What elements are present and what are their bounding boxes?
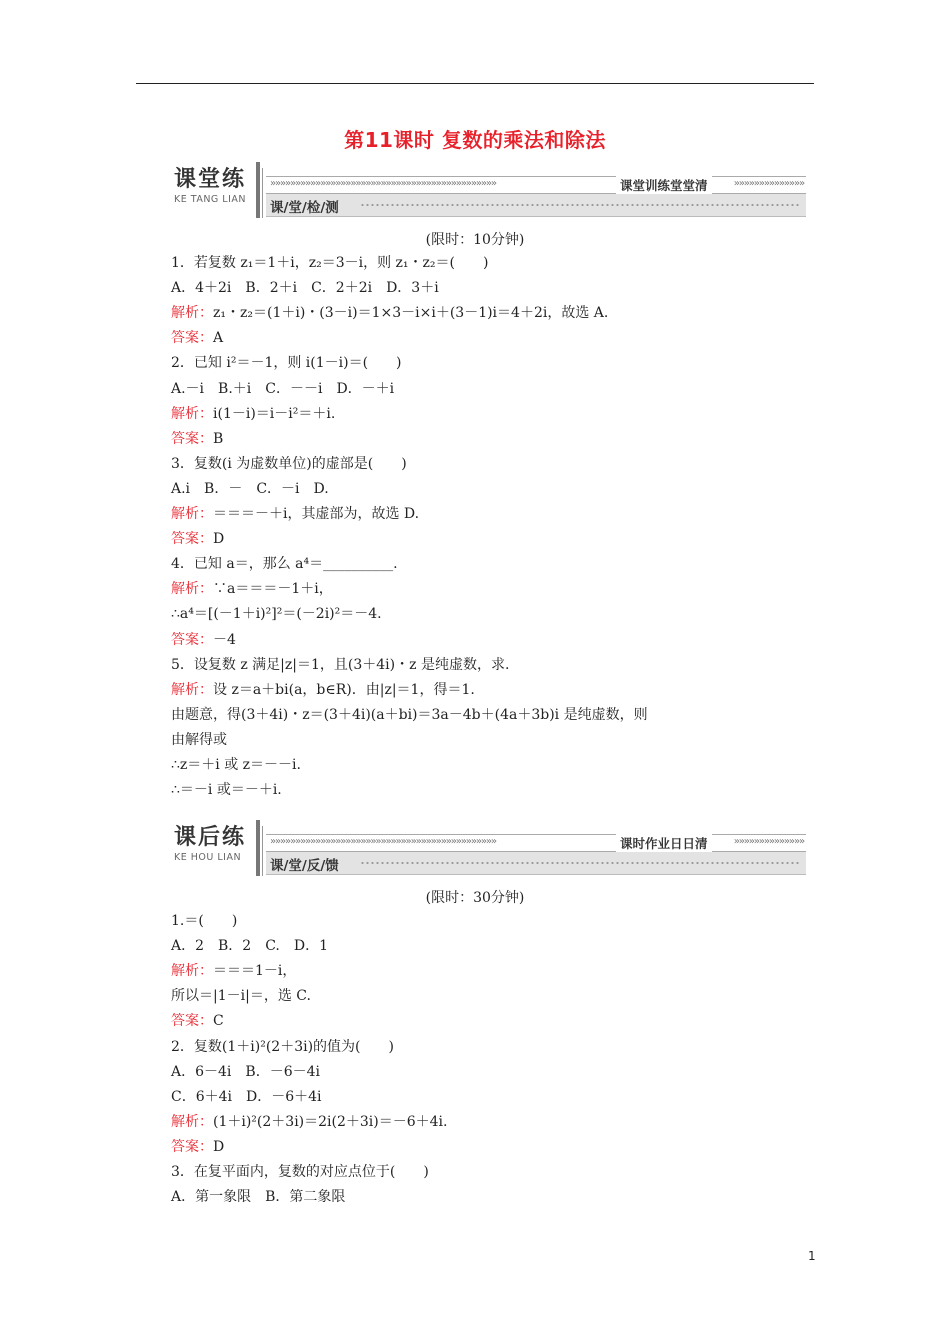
line-text: ∴＝－i 或＝－＋i. [171,782,282,799]
text-line [171,1088,322,1106]
answer-line [171,1012,224,1030]
banner-upper-strip [266,834,806,852]
line-text: 4．已知 a＝，那么 a⁴＝__________. [171,556,398,573]
line-text: 2．已知 i²＝－1，则 i(1－i)＝( ) [171,355,402,372]
text-line [171,1038,394,1056]
line-text: 1.＝( ) [171,913,238,929]
chevrons-right-icon: »»»»»»»»»»»»»» [733,836,804,847]
banner-logo: 课后练 [174,825,247,850]
solution-label: 解析： [171,581,213,598]
solution-label: 解析： [171,506,213,522]
text-line [171,987,311,1005]
line-text: D [213,1138,225,1155]
text-line [171,912,237,930]
answer-label: 答案： [171,1013,213,1030]
line-text: C [213,1013,224,1030]
banner-divider-thin [262,826,263,876]
text-line [171,279,439,297]
line-text: 由解得或 [171,731,227,748]
section-banner-homework [170,820,806,878]
line-text: 设 z＝a＋bi(a，b∈R)．由|z|＝1，得＝1. [213,681,475,698]
chevrons-right-icon: »»»»»»»»»»»»»» [733,178,804,189]
time-limit-1: (限时：10分钟) [425,232,525,248]
solution-line [171,405,335,423]
banner-tagline: 课时作业日日清 [616,834,712,852]
text-line [171,555,398,573]
line-text: ＝＝＝1－i， [213,963,297,980]
line-text: 由题意，得(3＋4i)・z＝(3＋4i)(a＋bi)＝3a－4b＋(4a＋3b)i 是纯虚数，则 [171,706,648,723]
solution-line [171,580,333,598]
solution-label: 解析： [171,405,213,422]
solution-line [171,505,419,523]
line-text: A [213,330,224,347]
section-banner-classroom [170,162,806,220]
text-line [171,656,509,674]
banner-subtitle: 课/堂/反/馈 [270,858,339,874]
text-line [171,354,402,372]
line-text: A．4＋2i B．2＋i C．2＋2i D．3＋i [171,280,439,297]
line-text: ＝＝＝－＋i，其虚部为，故选 D. [213,506,420,522]
line-text: ∴z＝＋i 或 z＝－－i. [171,757,301,773]
banner-logo: 课堂练 [174,167,247,192]
solution-line [171,681,475,699]
page-number: 1 [808,1249,816,1263]
text-line [171,1063,320,1081]
line-text: A.－i B.＋i C．－－i D．－＋i [171,380,395,397]
banner-pinyin: KE HOU LIAN [174,852,242,863]
line-text: 5．设复数 z 满足|z|＝1，且(3＋4i)・z 是纯虚数，求. [171,656,510,673]
text-line [171,455,407,473]
page-title: 第11课时 复数的乘法和除法 [344,128,606,152]
text-line [171,781,282,799]
banner-pinyin: KE TANG LIAN [174,194,247,205]
line-text: A.i B．－ C．－i D. [171,480,329,497]
answer-label: 答案： [171,330,213,347]
text-line [171,1163,429,1181]
banner-subtitle: 课/堂/检/测 [270,200,339,216]
answer-label: 答案： [171,1138,213,1155]
text-line [171,937,328,955]
solution-label: 解析： [171,305,213,322]
solution-label: 解析： [171,1113,213,1130]
line-text: 1．若复数 z₁＝1＋i，z₂＝3－i，则 z₁・z₂＝( ) [171,255,489,271]
banner-lower-strip [266,852,806,875]
answer-label: 答案： [171,631,213,648]
line-text: i(1－i)＝i－i²＝＋i. [213,405,336,422]
answer-line [171,430,223,448]
line-text: －4 [213,631,236,648]
solution-line [171,304,608,322]
answer-line [171,530,224,548]
answer-label: 答案： [171,430,213,447]
line-text: (1＋i)²(2＋3i)＝2i(2＋3i)＝－6＋4i. [213,1113,448,1130]
banner-tagline: 课堂训练堂堂清 [616,176,712,194]
banner-upper-strip [266,176,806,194]
line-text: C．6＋4i D．－6＋4i [171,1088,322,1105]
answer-line [171,631,236,649]
text-line [171,731,227,749]
line-text: ∴a⁴＝[(－1＋i)²]²＝(－2i)²＝－4. [171,606,382,623]
dotted-rule [360,203,800,207]
text-line [171,706,648,724]
text-line [171,254,488,272]
solution-label: 解析： [171,681,213,698]
solution-line [171,1113,447,1131]
banner-divider [256,820,260,876]
line-text: A．第一象限 B．第二象限 [171,1189,346,1206]
line-text: ∵a＝＝＝－1＋i， [213,581,333,598]
text-line [171,1188,345,1206]
text-line [171,605,382,623]
line-text: 所以＝|1－i|＝，选 C. [171,988,311,1005]
line-text: B [213,430,224,447]
line-text: D [213,531,225,548]
text-line [171,480,329,498]
solution-label: 解析： [171,963,213,980]
banner-lower-strip [266,194,806,217]
solution-line [171,962,296,980]
text-line [171,756,301,774]
chevrons-icon: »»»»»»»»»»»»»»»»»»»»»»»»»»»»»»»»»»»»»»»»»»»»» [270,178,496,189]
line-text: 3．在复平面内，复数的对应点位于( ) [171,1164,429,1180]
banner-divider-thin [262,168,263,218]
text-line [171,380,394,398]
line-text: z₁・z₂＝(1＋i)・(3－i)＝1×3－i×i＋(3－1)i＝4＋2i，故选 A. [213,305,609,322]
banner-divider [256,162,260,218]
line-text: A．2 B．2 C. D．1 [171,938,329,955]
header-rule [136,83,814,84]
line-text: 3．复数(i 为虚数单位)的虚部是( ) [171,455,407,472]
answer-line [171,1138,224,1156]
line-text: A．6－4i B．－6－4i [171,1063,320,1080]
answer-label: 答案： [171,531,213,548]
chevrons-icon: »»»»»»»»»»»»»»»»»»»»»»»»»»»»»»»»»»»»»»»»»»»»» [270,836,496,847]
line-text: 2．复数(1＋i)²(2＋3i)的值为( ) [171,1038,394,1055]
time-limit-2: (限时：30分钟) [425,890,525,906]
dotted-rule [360,861,800,865]
answer-line [171,329,223,347]
